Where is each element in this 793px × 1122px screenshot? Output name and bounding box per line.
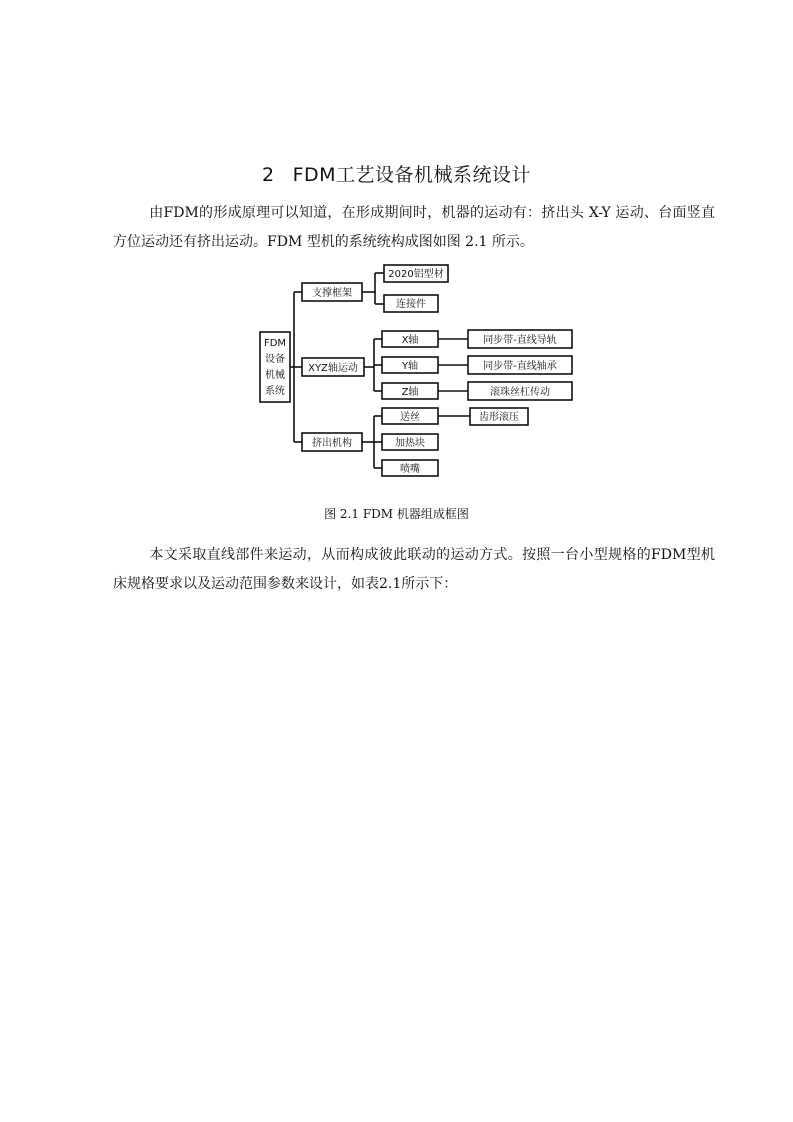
- section-title: FDM工艺设备机械系统设计: [292, 164, 532, 186]
- svg-text:喷嘴: 喷嘴: [400, 464, 420, 475]
- svg-text:XYZ轴运动: XYZ轴运动: [308, 363, 358, 374]
- node-support-frame: [302, 283, 362, 301]
- node-x-axis: [382, 331, 438, 347]
- node-gear-roller: [470, 408, 528, 425]
- svg-text:加热块: 加热块: [395, 438, 425, 449]
- root-line-3: 机械: [265, 370, 285, 381]
- node-aluminum-profile: [384, 265, 448, 282]
- node-filament-feed: [382, 408, 438, 424]
- svg-text:X轴: X轴: [401, 335, 419, 346]
- node-connector: [384, 295, 438, 312]
- svg-text:连接件: 连接件: [396, 299, 426, 310]
- node-extruder: [302, 433, 362, 451]
- node-xyz-motion: [302, 358, 364, 376]
- svg-text:同步带-直线导轨: 同步带-直线导轨: [483, 335, 557, 346]
- svg-text:Z轴: Z轴: [401, 387, 419, 398]
- node-y-axis-part: [468, 356, 572, 374]
- root-line-4: 系统: [265, 386, 285, 397]
- diagram-root-box: [260, 332, 290, 402]
- node-z-axis: [382, 383, 438, 399]
- node-x-axis-part: [468, 330, 572, 348]
- paragraph-design: [113, 541, 715, 599]
- svg-text:同步带-直线轴承: 同步带-直线轴承: [483, 361, 557, 372]
- diagram-svg: [252, 264, 582, 484]
- fdm-system-diagram: [252, 264, 582, 484]
- node-heating-block: [382, 434, 438, 450]
- root-line-2: 设备: [265, 354, 285, 365]
- node-y-axis: [382, 357, 438, 373]
- section-number: 2: [261, 164, 275, 186]
- svg-text:支撑框架: 支撑框架: [312, 288, 352, 299]
- svg-text:2020铝型材: 2020铝型材: [388, 269, 444, 280]
- svg-text:挤出机构: 挤出机构: [312, 438, 352, 449]
- svg-text:齿形滚压: 齿形滚压: [479, 412, 519, 423]
- paragraph-design-text: 本文采取直线部件来运动，从而构成彼此联动的运动方式。按照一台小型规格的FDM型机床规格要求以及运动范围参数来设计，如表2.1所示下：: [113, 547, 715, 592]
- figure-caption: 图 2.1 FDM 机器组成框图: [324, 507, 469, 521]
- root-line-1: FDM: [263, 338, 287, 349]
- paragraph-intro: [113, 199, 715, 257]
- paragraph-intro-text: 由FDM的形成原理可以知道，在形成期间时，机器的运动有：挤出头 X-Y 运动、台面竖直方位运动还有挤出运动。FDM 型机的系统统构成图如图 2.1 所示。: [113, 205, 715, 250]
- svg-text:Y轴: Y轴: [401, 361, 419, 372]
- svg-text:送丝: 送丝: [400, 412, 420, 423]
- node-z-axis-part: [468, 382, 572, 400]
- section-heading: [0, 160, 793, 187]
- node-nozzle: [382, 460, 438, 476]
- svg-text:滚珠丝杠传动: 滚珠丝杠传动: [490, 387, 550, 398]
